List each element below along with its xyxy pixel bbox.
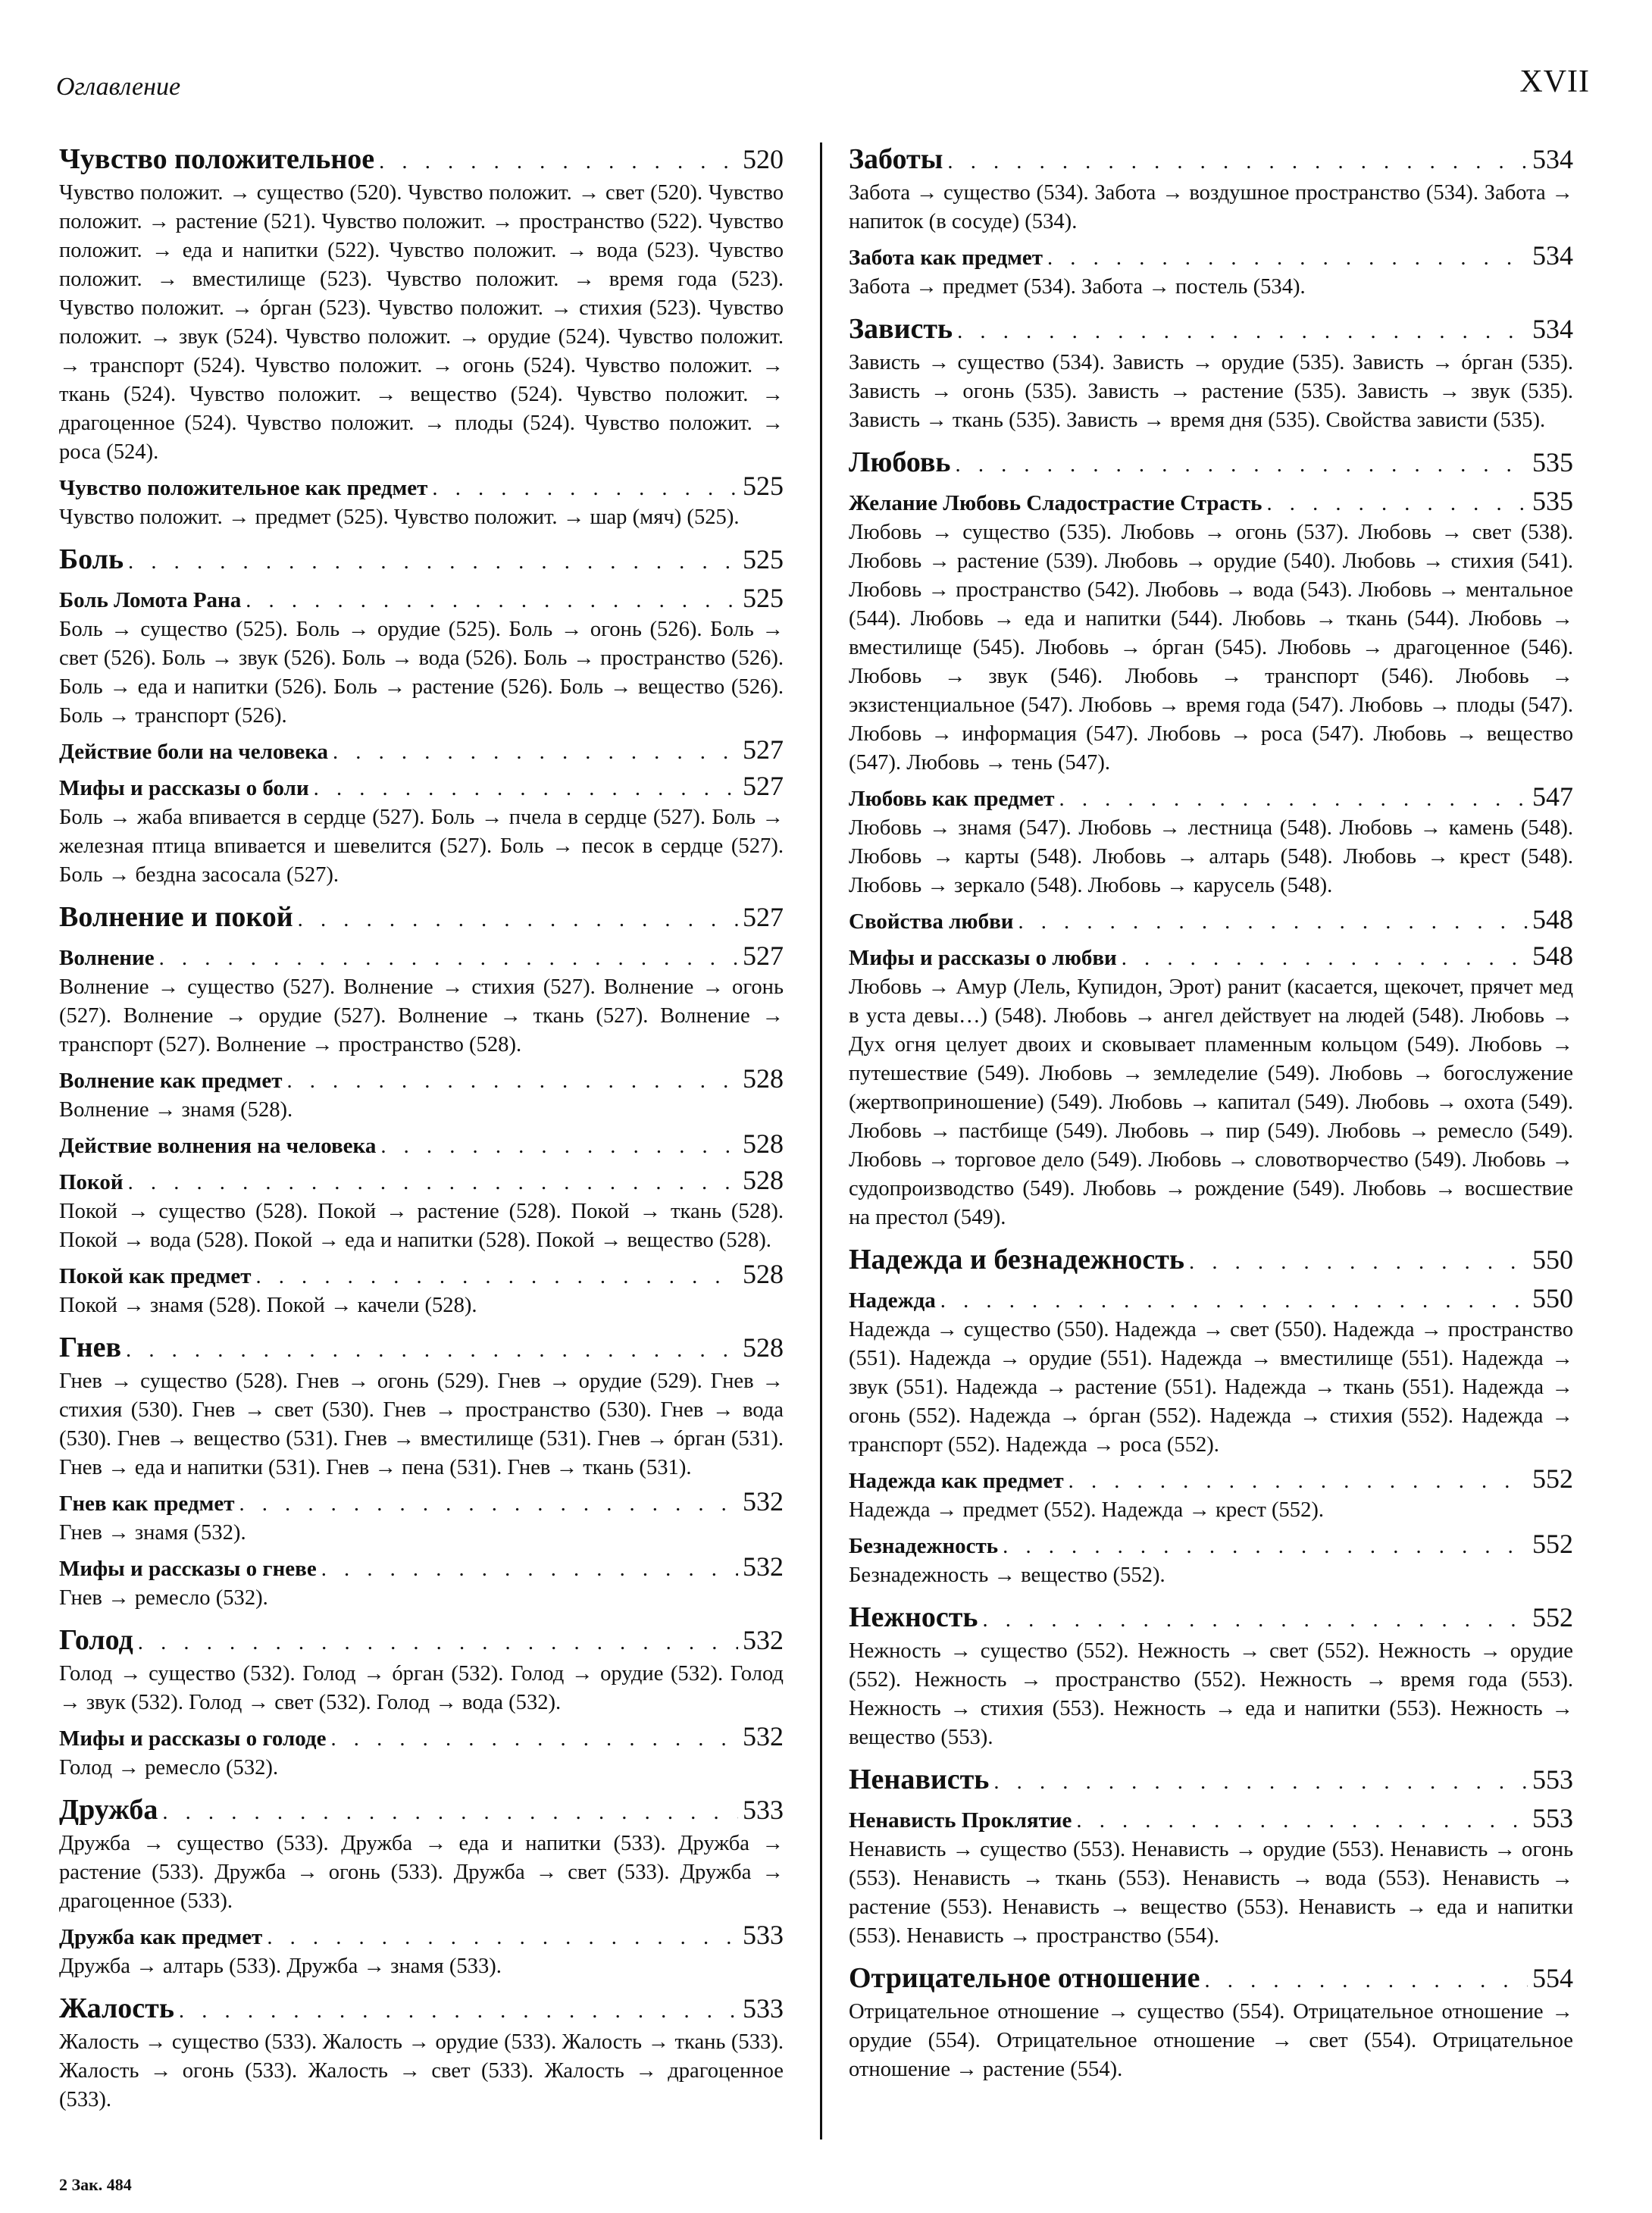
section-heading [849, 1601, 1573, 1637]
entry-text: Чувство положит. → существо (520). Чувство положит. → свет (520). Чувство положит. → растение (521). Чувство положит. → пространство (522). Чувство положит. → еда и напитки (522). Чувство положит. → вода (523). Чувство положит. → вместилище (523). Чувство положит. → время года (523). Чувство положит. → óрган (523). Чувство положит. → стихия (523). Чувство положит. → звук (524). Чувство положит. → орудие (524). Чувство положит. → транспорт (524). Чувство положит. → огонь (524). Чувство положит. → ткань (524). Чувство положит. → вещество (524). Чувство положит. → драгоценное (524). Чувство положит. → плоды (524). Чувство положит. → роса (524). [59, 181, 784, 464]
subsection-heading [849, 1804, 1573, 1836]
section-heading [59, 900, 784, 937]
section-heading [849, 1763, 1573, 1799]
dot-leader [1047, 244, 1528, 273]
dot-leader [286, 1067, 738, 1096]
subsection-heading [59, 1552, 784, 1584]
subsection-page: 527 [743, 771, 784, 801]
section-title: Жалость [59, 1992, 174, 2024]
dot-leader [1003, 1532, 1528, 1561]
dot-leader [1068, 1467, 1528, 1496]
dot-leader [128, 1169, 738, 1197]
toc-section [59, 900, 784, 1320]
subsection-page: 535 [1532, 486, 1573, 516]
subsection-page: 547 [1532, 781, 1573, 812]
section-title: Голод [59, 1624, 133, 1656]
section-title: Зависть [849, 313, 953, 345]
dot-leader [947, 146, 1528, 179]
section-title: Волнение и покой [59, 901, 293, 933]
subsection-heading [59, 1064, 784, 1096]
subsection-title: Действие волнения на человека [59, 1134, 377, 1158]
entry-text: Волнение → существо (527). Волнение → стихия (527). Волнение → огонь (527). Волнение → орудие (527). Волнение → ткань (527). Волнение → транспорт (527). Волнение → пространство (528). [59, 975, 784, 1056]
entry-text: Гнев → знамя (532). [59, 1521, 246, 1545]
subsection-heading [849, 1284, 1573, 1316]
section-heading [59, 1623, 784, 1660]
subsection-title: Мифы и рассказы о боли [59, 776, 309, 800]
right-column [849, 142, 1573, 2084]
subsection-heading [59, 1920, 784, 1952]
section-heading [59, 1793, 784, 1830]
section-title: Ненависть [849, 1764, 990, 1795]
entry-text: Любовь → знамя (547). Любовь → лестница (548). Любовь → камень (548). Любовь → карты (548). Любовь → алтарь (548). Любовь → крест (548). Любовь → зеркало (548). Любовь → карусель (548). [849, 816, 1573, 897]
running-head: Оглавление [56, 73, 181, 101]
entry-text: Любовь → Амур (Лель, Купидон, Эрот) ранит (касается, щекочет, прячет мед в уста девы…) (548). Любовь → ангел действует на людей (548). Любовь → Дух огня целует двоих и сковывает пламенным кольцом (549). Любовь → путешествие (549). Любовь → земледелие (549). Любовь → богослужение (жертвоприношение) (549). Любовь → капитал (549). Любовь → охота (549). Любовь → пастбище (549). Любовь → пир (549). Любовь → ремесло (549). Любовь → торговое дело (549). Любовь → словотворчество (549). Любовь → судопроизводство (549). Любовь → рождение (549). Любовь → восшествие на престол (549). [849, 975, 1573, 1229]
section-page: 525 [743, 544, 784, 574]
toc-section [849, 1601, 1573, 1752]
entry-text: Жалость → существо (533). Жалость → орудие (533). Жалость → ткань (533). Жалость → огонь (533). Жалость → свет (533). Жалость → драгоценное (533). [59, 2030, 784, 2111]
toc-section [59, 1992, 784, 2114]
left-column [59, 142, 784, 2114]
subsection-heading [59, 584, 784, 615]
entry-text: Гнев → существо (528). Гнев → огонь (529). Гнев → орудие (529). Гнев → стихия (530). Гнев → свет (530). Гнев → пространство (530). Гнев → вода (530). Гнев → вещество (531). Гнев → вместилище (531). Гнев → óрган (531). Гнев → еда и напитки (531). Гнев → пена (531). Гнев → ткань (531). [59, 1369, 784, 1479]
toc-section [59, 543, 784, 890]
dot-leader [128, 546, 738, 579]
dot-leader [255, 1263, 738, 1291]
subsection-heading [59, 735, 784, 767]
subsection-title: Забота как предмет [849, 246, 1043, 270]
section-title: Чувство положительное [59, 143, 375, 175]
subsection-heading [849, 241, 1573, 273]
subsection-title: Надежда как предмет [849, 1469, 1064, 1493]
dot-leader [314, 775, 738, 803]
subsection-heading [849, 782, 1573, 814]
section-page: 532 [743, 1625, 784, 1655]
dot-leader [1059, 785, 1528, 814]
section-heading [59, 1331, 784, 1367]
dot-leader [179, 1995, 738, 2028]
dot-leader [246, 587, 738, 615]
subsection-title: Мифы и рассказы о любви [849, 946, 1117, 970]
section-title: Надежда и безнадежность [849, 1244, 1185, 1276]
subsection-title: Волнение как предмет [59, 1069, 283, 1093]
subsection-page: 528 [743, 1128, 784, 1159]
subsection-title: Действие боли на человека [59, 740, 328, 764]
subsection-page: 532 [743, 1551, 784, 1582]
subsection-title: Желание Любовь Сладострастие Страсть [849, 491, 1262, 515]
entry-text: Покой → знамя (528). Покой → качели (528). [59, 1294, 477, 1317]
dot-leader [1018, 908, 1528, 937]
entry-text: Волнение → знамя (528). [59, 1098, 293, 1122]
section-page: 533 [743, 1993, 784, 2024]
subsection-page: 532 [743, 1721, 784, 1751]
section-page: 527 [743, 902, 784, 932]
section-title: Боль [59, 543, 124, 575]
dot-leader [126, 1334, 738, 1367]
entry-text: Надежда → существо (550). Надежда → свет (550). Надежда → пространство (551). Надежда → орудие (551). Надежда → вместилище (551). Надежда → звук (551). Надежда → растение (551). Надежда → ткань (551). Надежда → огонь (552). Надежда → óрган (552). Надежда → стихия (552). Надежда → транспорт (552). Надежда → роса (552). [849, 1318, 1573, 1457]
dot-leader [239, 1490, 738, 1519]
entry-text: Дружба → алтарь (533). Дружба → знамя (533). [59, 1955, 502, 1978]
section-title: Отрицательное отношение [849, 1962, 1200, 1994]
subsection-page: 548 [1532, 904, 1573, 934]
entry-text: Ненависть → существо (553). Ненависть → орудие (553). Ненависть → огонь (553). Ненависть → ткань (553). Ненависть → вода (553). Ненависть → растение (553). Ненависть → вещество (553). Ненависть → еда и напитки (553). Ненависть → пространство (554). [849, 1838, 1573, 1948]
subsection-title: Чувство положительное как предмет [59, 476, 428, 500]
subsection-heading [59, 1166, 784, 1197]
subsection-heading [849, 941, 1573, 973]
subsection-heading [849, 487, 1573, 518]
section-title: Заботы [849, 143, 943, 175]
subsection-page: 552 [1532, 1529, 1573, 1559]
subsection-heading [59, 1722, 784, 1754]
toc-section [849, 312, 1573, 435]
subsection-page: 548 [1532, 941, 1573, 971]
subsection-title: Дружба как предмет [59, 1925, 263, 1949]
section-page: 550 [1532, 1244, 1573, 1275]
subsection-title: Гнев как предмет [59, 1492, 235, 1516]
entry-text: Голод → ремесло (532). [59, 1756, 279, 1779]
subsection-title: Любовь как предмет [849, 787, 1055, 811]
entry-text: Забота → существо (534). Забота → воздушное пространство (534). Забота → напиток (в сосуде) (534). [849, 181, 1573, 233]
toc-section [849, 1763, 1573, 1951]
subsection-heading [849, 905, 1573, 937]
dot-leader [940, 1287, 1528, 1316]
entry-text: Зависть → существо (534). Зависть → орудие (535). Зависть → óрган (535). Зависть → огонь (535). Зависть → растение (535). Зависть → звук (535). Зависть → ткань (535). Зависть → время дня (535). Свойства зависти (535). [849, 351, 1573, 432]
entry-text: Гнев → ремесло (532). [59, 1586, 268, 1610]
subsection-heading [59, 1260, 784, 1291]
dot-leader [1076, 1807, 1528, 1836]
toc-section [849, 1961, 1573, 2084]
subsection-heading [59, 471, 784, 503]
dot-leader [159, 944, 738, 973]
entry-text: Безнадежность → вещество (552). [849, 1563, 1165, 1587]
dot-leader [330, 1725, 738, 1754]
subsection-page: 534 [1532, 240, 1573, 271]
section-heading [849, 312, 1573, 349]
section-heading [849, 1961, 1573, 1998]
subsection-title: Ненависть Проклятие [849, 1808, 1072, 1833]
section-page: 534 [1532, 144, 1573, 174]
subsection-page: 525 [743, 471, 784, 501]
subsection-page: 525 [743, 583, 784, 613]
dot-leader [138, 1626, 738, 1660]
entry-text: Дружба → существо (533). Дружба → еда и напитки (533). Дружба → растение (533). Дружба → огонь (533). Дружба → свет (533). Дружба → драгоценное (533). [59, 1832, 784, 1913]
subsection-title: Покой как предмет [59, 1264, 252, 1288]
section-heading [849, 1243, 1573, 1279]
toc-section [849, 446, 1573, 1232]
subsection-title: Мифы и рассказы о голоде [59, 1726, 327, 1751]
subsection-heading [59, 772, 784, 803]
subsection-title: Свойства любви [849, 909, 1014, 934]
section-page: 534 [1532, 314, 1573, 344]
section-page: 520 [743, 144, 784, 174]
dot-leader [379, 146, 738, 179]
dot-leader [1266, 490, 1528, 518]
subsection-page: 553 [1532, 1803, 1573, 1833]
dot-leader [298, 903, 738, 937]
dot-leader [162, 1796, 738, 1830]
entry-text: Нежность → существо (552). Нежность → свет (552). Нежность → орудие (552). Нежность → пространство (552). Нежность → время года (553). Нежность → стихия (553). Нежность → еда и напитки (553). Нежность → вещество (553). [849, 1639, 1573, 1749]
subsection-page: 527 [743, 941, 784, 971]
subsection-title: Волнение [59, 946, 155, 970]
subsection-heading [59, 1487, 784, 1519]
toc-section [59, 1793, 784, 1981]
section-heading [59, 142, 784, 179]
dot-leader [983, 1604, 1528, 1637]
section-heading [59, 543, 784, 579]
entry-text: Отрицательное отношение → существо (554). Отрицательное отношение → орудие (554). Отрицательное отношение → свет (554). Отрицательное отношение → растение (554). [849, 2000, 1573, 2081]
dot-leader [1205, 1964, 1528, 1998]
dot-leader [956, 449, 1528, 482]
subsection-heading [59, 941, 784, 973]
section-title: Дружба [59, 1794, 158, 1826]
section-page: 554 [1532, 1963, 1573, 1993]
entry-text: Боль → жаба впивается в сердце (527). Боль → пчела в сердце (527). Боль → железная птица впивается и шевелится (527). Боль → песок в сердце (527). Боль → бездна засосала (527). [59, 806, 784, 887]
subsection-heading [849, 1464, 1573, 1496]
section-page: 533 [743, 1795, 784, 1825]
subsection-title: Надежда [849, 1288, 936, 1313]
section-page: 535 [1532, 447, 1573, 477]
section-title: Любовь [849, 446, 951, 478]
dot-leader [333, 738, 738, 767]
column-divider [820, 142, 822, 2139]
section-heading [849, 142, 1573, 179]
dot-leader [993, 1766, 1528, 1799]
toc-section [849, 142, 1573, 302]
subsection-page: 527 [743, 734, 784, 765]
toc-section [59, 142, 784, 532]
entry-text: Забота → предмет (534). Забота → постель (534). [849, 275, 1306, 299]
toc-section [849, 1243, 1573, 1590]
subsection-heading [849, 1529, 1573, 1561]
subsection-page: 550 [1532, 1283, 1573, 1313]
entry-text: Боль → существо (525). Боль → орудие (525). Боль → огонь (526). Боль → свет (526). Боль → звук (526). Боль → вода (526). Боль → пространство (526). Боль → еда и напитки (526). Боль → растение (526). Боль → вещество (526). Боль → транспорт (526). [59, 618, 784, 728]
section-heading [59, 1992, 784, 2028]
dot-leader [1189, 1246, 1528, 1279]
dot-leader [432, 474, 738, 503]
entry-text: Надежда → предмет (552). Надежда → крест (552). [849, 1498, 1325, 1522]
toc-section [59, 1331, 784, 1613]
dot-leader [380, 1132, 738, 1161]
section-title: Гнев [59, 1332, 122, 1363]
section-heading [849, 446, 1573, 482]
printer-signature: 2 Зак. 484 [59, 2175, 132, 2194]
subsection-page: 552 [1532, 1463, 1573, 1494]
section-title: Нежность [849, 1601, 978, 1633]
dot-leader [267, 1923, 738, 1952]
section-page: 553 [1532, 1764, 1573, 1795]
entry-text: Любовь → существо (535). Любовь → огонь (537). Любовь → свет (538). Любовь → растение (539). Любовь → орудие (540). Любовь → стихия (541). Любовь → пространство (542). Любовь → вода (543). Любовь → ментальное (544). Любовь → еда и напитки (544). Любовь → ткань (544). Любовь → вместилище (545). Любовь → óрган (545). Любовь → драгоценное (546). Любовь → звук (546). Любовь → транспорт (546). Любовь → экзистенциальное (547). Любовь → время года (547). Любовь → плоды (547). Любовь → информация (547). Любовь → роса (547). Любовь → вещество (547). Любовь → тень (547). [849, 521, 1573, 775]
dot-leader [321, 1555, 738, 1584]
dot-leader [957, 315, 1528, 349]
section-page: 552 [1532, 1602, 1573, 1632]
dot-leader [1122, 944, 1528, 973]
subsection-heading [59, 1129, 784, 1161]
entry-text: Чувство положит. → предмет (525). Чувство положит. → шар (мяч) (525). [59, 506, 740, 529]
section-page: 528 [743, 1332, 784, 1363]
subsection-title: Безнадежность [849, 1534, 999, 1558]
subsection-page: 533 [743, 1920, 784, 1950]
page-number: XVII [1519, 64, 1590, 99]
subsection-page: 532 [743, 1486, 784, 1517]
subsection-title: Боль Ломота Рана [59, 588, 242, 612]
entry-text: Покой → существо (528). Покой → растение (528). Покой → ткань (528). Покой → вода (528). Покой → еда и напитки (528). Покой → вещество (528). [59, 1200, 784, 1252]
subsection-title: Покой [59, 1170, 124, 1194]
entry-text: Голод → существо (532). Голод → óрган (532). Голод → орудие (532). Голод → звук (532). Голод → свет (532). Голод → вода (532). [59, 1662, 784, 1714]
subsection-title: Мифы и рассказы о гневе [59, 1557, 317, 1581]
subsection-page: 528 [743, 1165, 784, 1195]
subsection-page: 528 [743, 1259, 784, 1289]
subsection-page: 528 [743, 1063, 784, 1094]
toc-section [59, 1623, 784, 1783]
